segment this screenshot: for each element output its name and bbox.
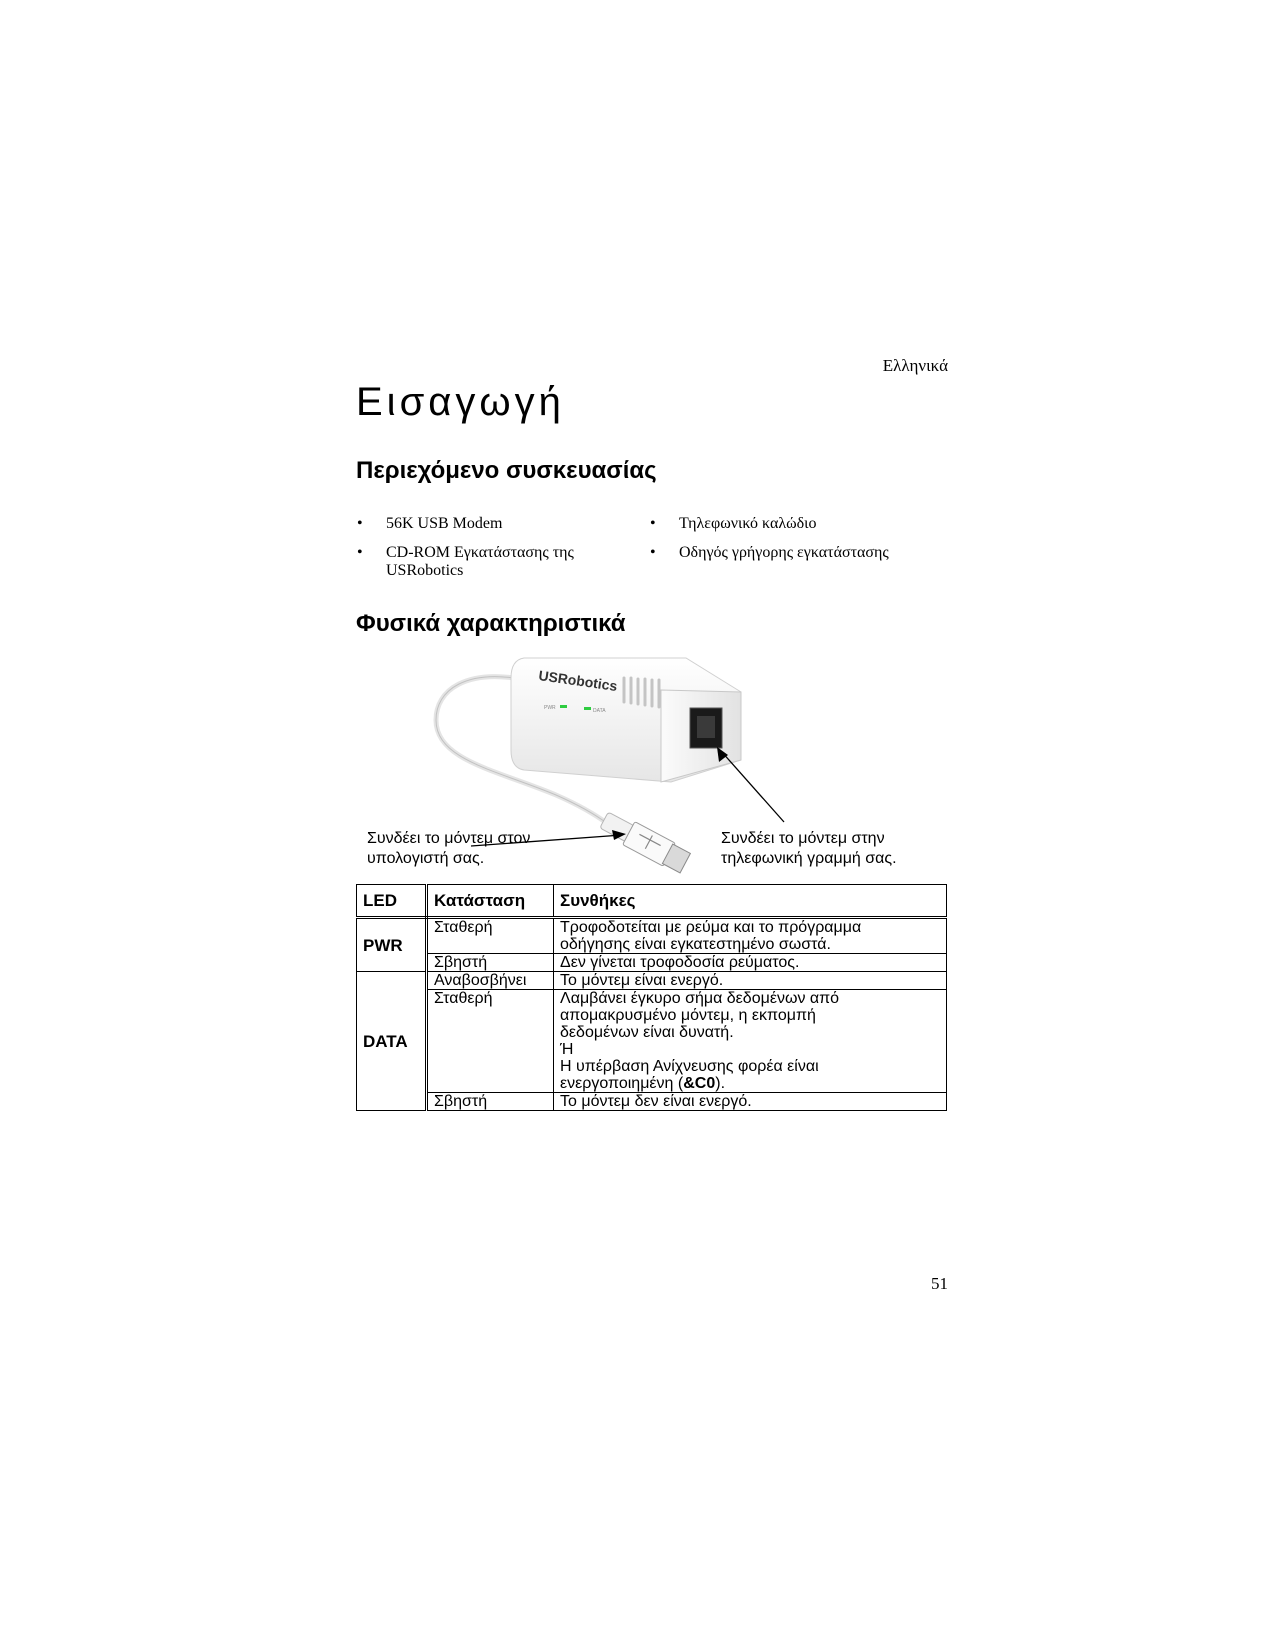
bullet-icon: • [650, 544, 656, 561]
bullet-icon: • [650, 515, 656, 532]
state-cell: Σταθερή [427, 918, 554, 954]
data-led-label: DATA [593, 708, 606, 714]
header-state: Κατάσταση [427, 885, 554, 918]
list-item [357, 544, 627, 580]
condition-line: Τροφοδοτείται με ρεύμα και το πρόγραμμα [560, 919, 862, 936]
condition-line: οδήγησης είναι εγκατεστημένο σωστά. [560, 936, 831, 953]
list-item-text: CD-ROM Εγκατάστασης της USRobotics [386, 544, 574, 579]
condition-cell [554, 918, 947, 954]
package-contents-list-right [650, 515, 950, 573]
condition-cell: Το μόντεμ δεν είναι ενεργό. [554, 1093, 947, 1111]
condition-line [560, 1075, 940, 1092]
callout-phone-line2: τηλεφωνική γραμμή σας. [721, 850, 897, 867]
list-item-text: 56K USB Modem [386, 515, 503, 532]
data-led [584, 707, 591, 710]
state-cell: Σταθερή [427, 990, 554, 1093]
state-cell: Σβηστή [427, 1093, 554, 1111]
condition-line: απομακρυσμένο μόντεμ, η εκπομπή [560, 1007, 816, 1024]
table-row [357, 972, 947, 990]
condition-line: Η υπέρβαση Ανίχνευσης φορέα είναι [560, 1058, 819, 1075]
led-status-table [356, 884, 947, 1111]
condition-cell [554, 990, 947, 1093]
callout-phone-line1: Συνδέει το μόντεμ στην [721, 830, 885, 847]
list-item [650, 515, 950, 533]
condition-text: ). [715, 1075, 726, 1092]
table-row [357, 954, 947, 972]
pwr-led [560, 705, 567, 708]
brand-logo: USRobotics [537, 667, 619, 695]
callout-arrow-right [721, 751, 784, 822]
list-item-text: Οδηγός γρήγορης εγκατάστασης [679, 544, 889, 561]
callout-usb-line2: υπολογιστή σας. [367, 850, 485, 867]
physical-features-heading: Φυσικά χαρακτηριστικά [356, 610, 626, 637]
header-led: LED [357, 885, 427, 918]
list-item [650, 544, 950, 562]
language-label: Ελληνικά [882, 356, 948, 375]
table-header-row [357, 885, 947, 918]
callout-usb [367, 829, 587, 869]
package-contents-list-left [357, 515, 627, 591]
list-item-text: Τηλεφωνικό καλώδιο [679, 515, 817, 532]
at-command-code: &C0 [683, 1075, 716, 1092]
condition-line: Λαμβάνει έγκυρο σήμα δεδομένων από [560, 990, 840, 1007]
table-row [357, 1093, 947, 1111]
led-data: DATA [357, 972, 427, 1111]
bullet-icon: • [357, 515, 363, 532]
callout-usb-line1: Συνδέει το μόντεμ στον [367, 830, 531, 847]
page-title: Εισαγωγή [356, 380, 565, 424]
usb-plug [598, 809, 691, 875]
table-row [357, 918, 947, 954]
state-cell: Αναβοσβήνει [427, 972, 554, 990]
condition-cell: Το μόντεμ είναι ενεργό. [554, 972, 947, 990]
led-pwr: PWR [357, 918, 427, 972]
condition-text: ενεργοποιημένη ( [560, 1075, 684, 1092]
package-contents-heading: Περιεχόμενο συσκευασίας [356, 457, 657, 484]
table-row [357, 990, 947, 1093]
header-conditions: Συνθήκες [554, 885, 947, 918]
state-cell: Σβηστή [427, 954, 554, 972]
list-item [357, 515, 627, 533]
page-number: 51 [931, 1274, 948, 1293]
condition-line: δεδομένων είναι δυνατή. [560, 1024, 734, 1041]
condition-line: Ή [560, 1041, 574, 1058]
bullet-icon: • [357, 544, 363, 561]
condition-cell: Δεν γίνεται τροφοδοσία ρεύματος. [554, 954, 947, 972]
callout-phone [721, 829, 941, 869]
pwr-led-label: PWR [544, 705, 556, 711]
